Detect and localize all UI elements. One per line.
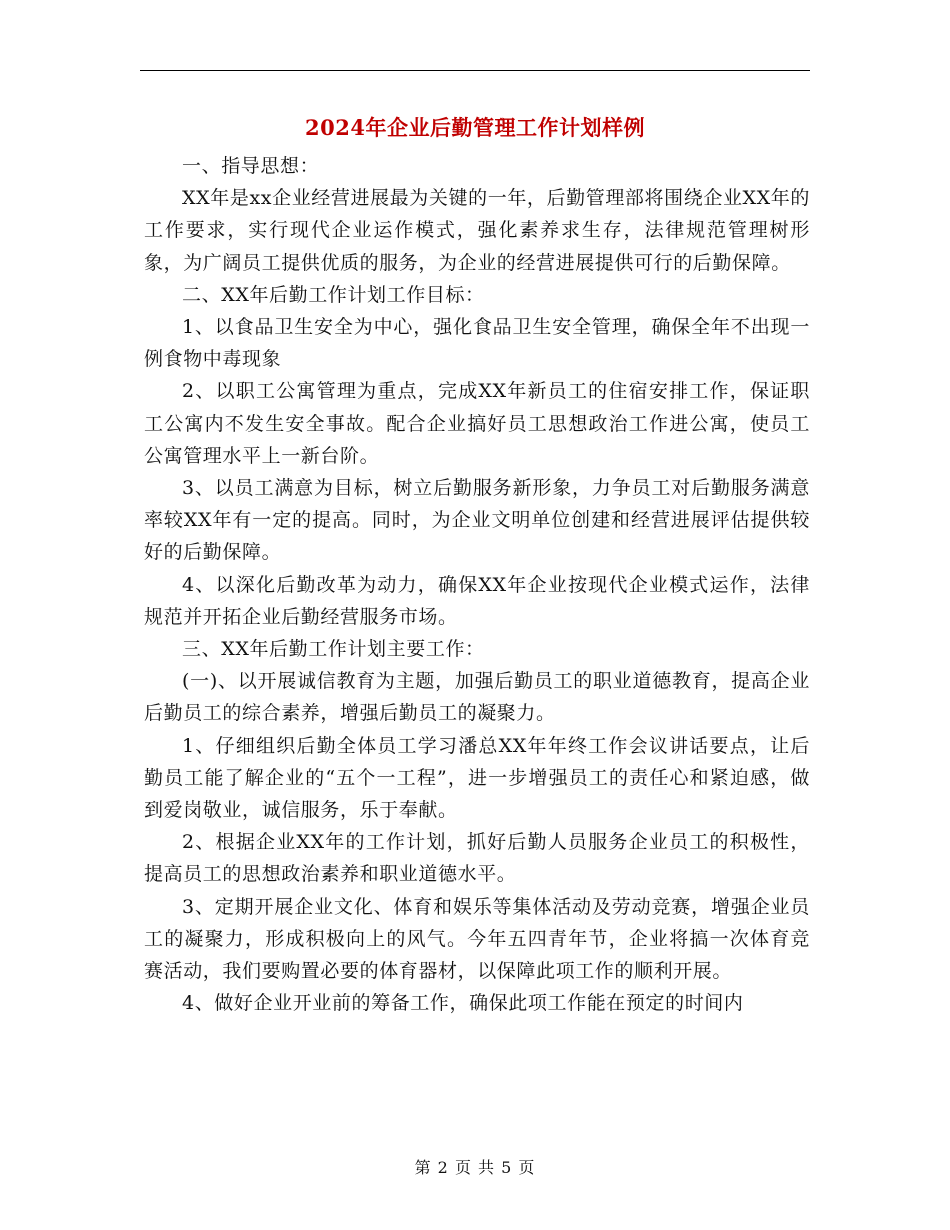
paragraph: 3、定期开展企业文化、体育和娱乐等集体活动及劳动竞赛，增强企业员工的凝聚力，形成积极向上的风气。今年五四青年节，企业将搞一次体育竞赛活动，我们要购置必要的体育器材，以保障此项工作的顺利开展。	[144, 895, 810, 983]
page-title: 2024年企业后勤管理工作计划样例	[305, 115, 645, 140]
document-body	[144, 150, 810, 1019]
paragraph: 三、XX年后勤工作计划主要工作：	[182, 638, 485, 661]
page-footer: 第 2 页 共 5 页	[414, 1158, 536, 1177]
paragraph: 2、以职工公寓管理为重点，完成XX年新员工的住宿安排工作，保证职工公寓内不发生安全事故。配合企业搞好员工思想政治工作进公寓，使员工公寓管理水平上一新台阶。	[144, 380, 810, 467]
paragraph: 2、根据企业XX年的工作计划，抓好后勤人员服务企业员工的积极性，提高员工的思想政治素养和职业道德水平。	[144, 831, 810, 886]
paragraph: 1、以食品卫生安全为中心，强化食品卫生安全管理，确保全年不出现一例食物中毒现象	[144, 316, 810, 371]
paragraph: 二、XX年后勤工作计划工作目标：	[182, 283, 485, 306]
paragraph: 4、以深化后勤改革为动力，确保XX年企业按现代企业模式运作，法律规范并开拓企业后勤经营服务市场。	[144, 573, 810, 628]
header-rule	[140, 70, 810, 71]
paragraph: 3、以员工满意为目标，树立后勤服务新形象，力争员工对后勤服务满意率较XX年有一定的提高。同时，为企业文明单位创建和经营进展评估提供较好的后勤保障。	[144, 477, 810, 564]
paragraph: 1、仔细组织后勤全体员工学习潘总XX年年终工作会议讲话要点，让后勤员工能了解企业的“五个一工程”，进一步增强员工的责任心和紧迫感，做到爱岗敬业，诚信服务，乐于奉献。	[144, 734, 810, 822]
paragraph: XX年是xx企业经营进展最为关键的一年，后勤管理部将围绕企业XX年的工作要求，实行现代企业运作模式，强化素养求生存，法律规范管理树形象，为广阔员工提供优质的服务，为企业的经营进展提供可行的后勤保障。	[144, 187, 810, 274]
paragraph: 一、指导思想：	[182, 155, 320, 177]
paragraph: (一)、以开展诚信教育为主题，加强后勤员工的职业道德教育，提高企业后勤员工的综合素养，增强后勤员工的凝聚力。	[144, 670, 810, 725]
paragraph: 4、做好企业开业前的筹备工作，确保此项工作能在预定的时间内	[182, 992, 744, 1015]
